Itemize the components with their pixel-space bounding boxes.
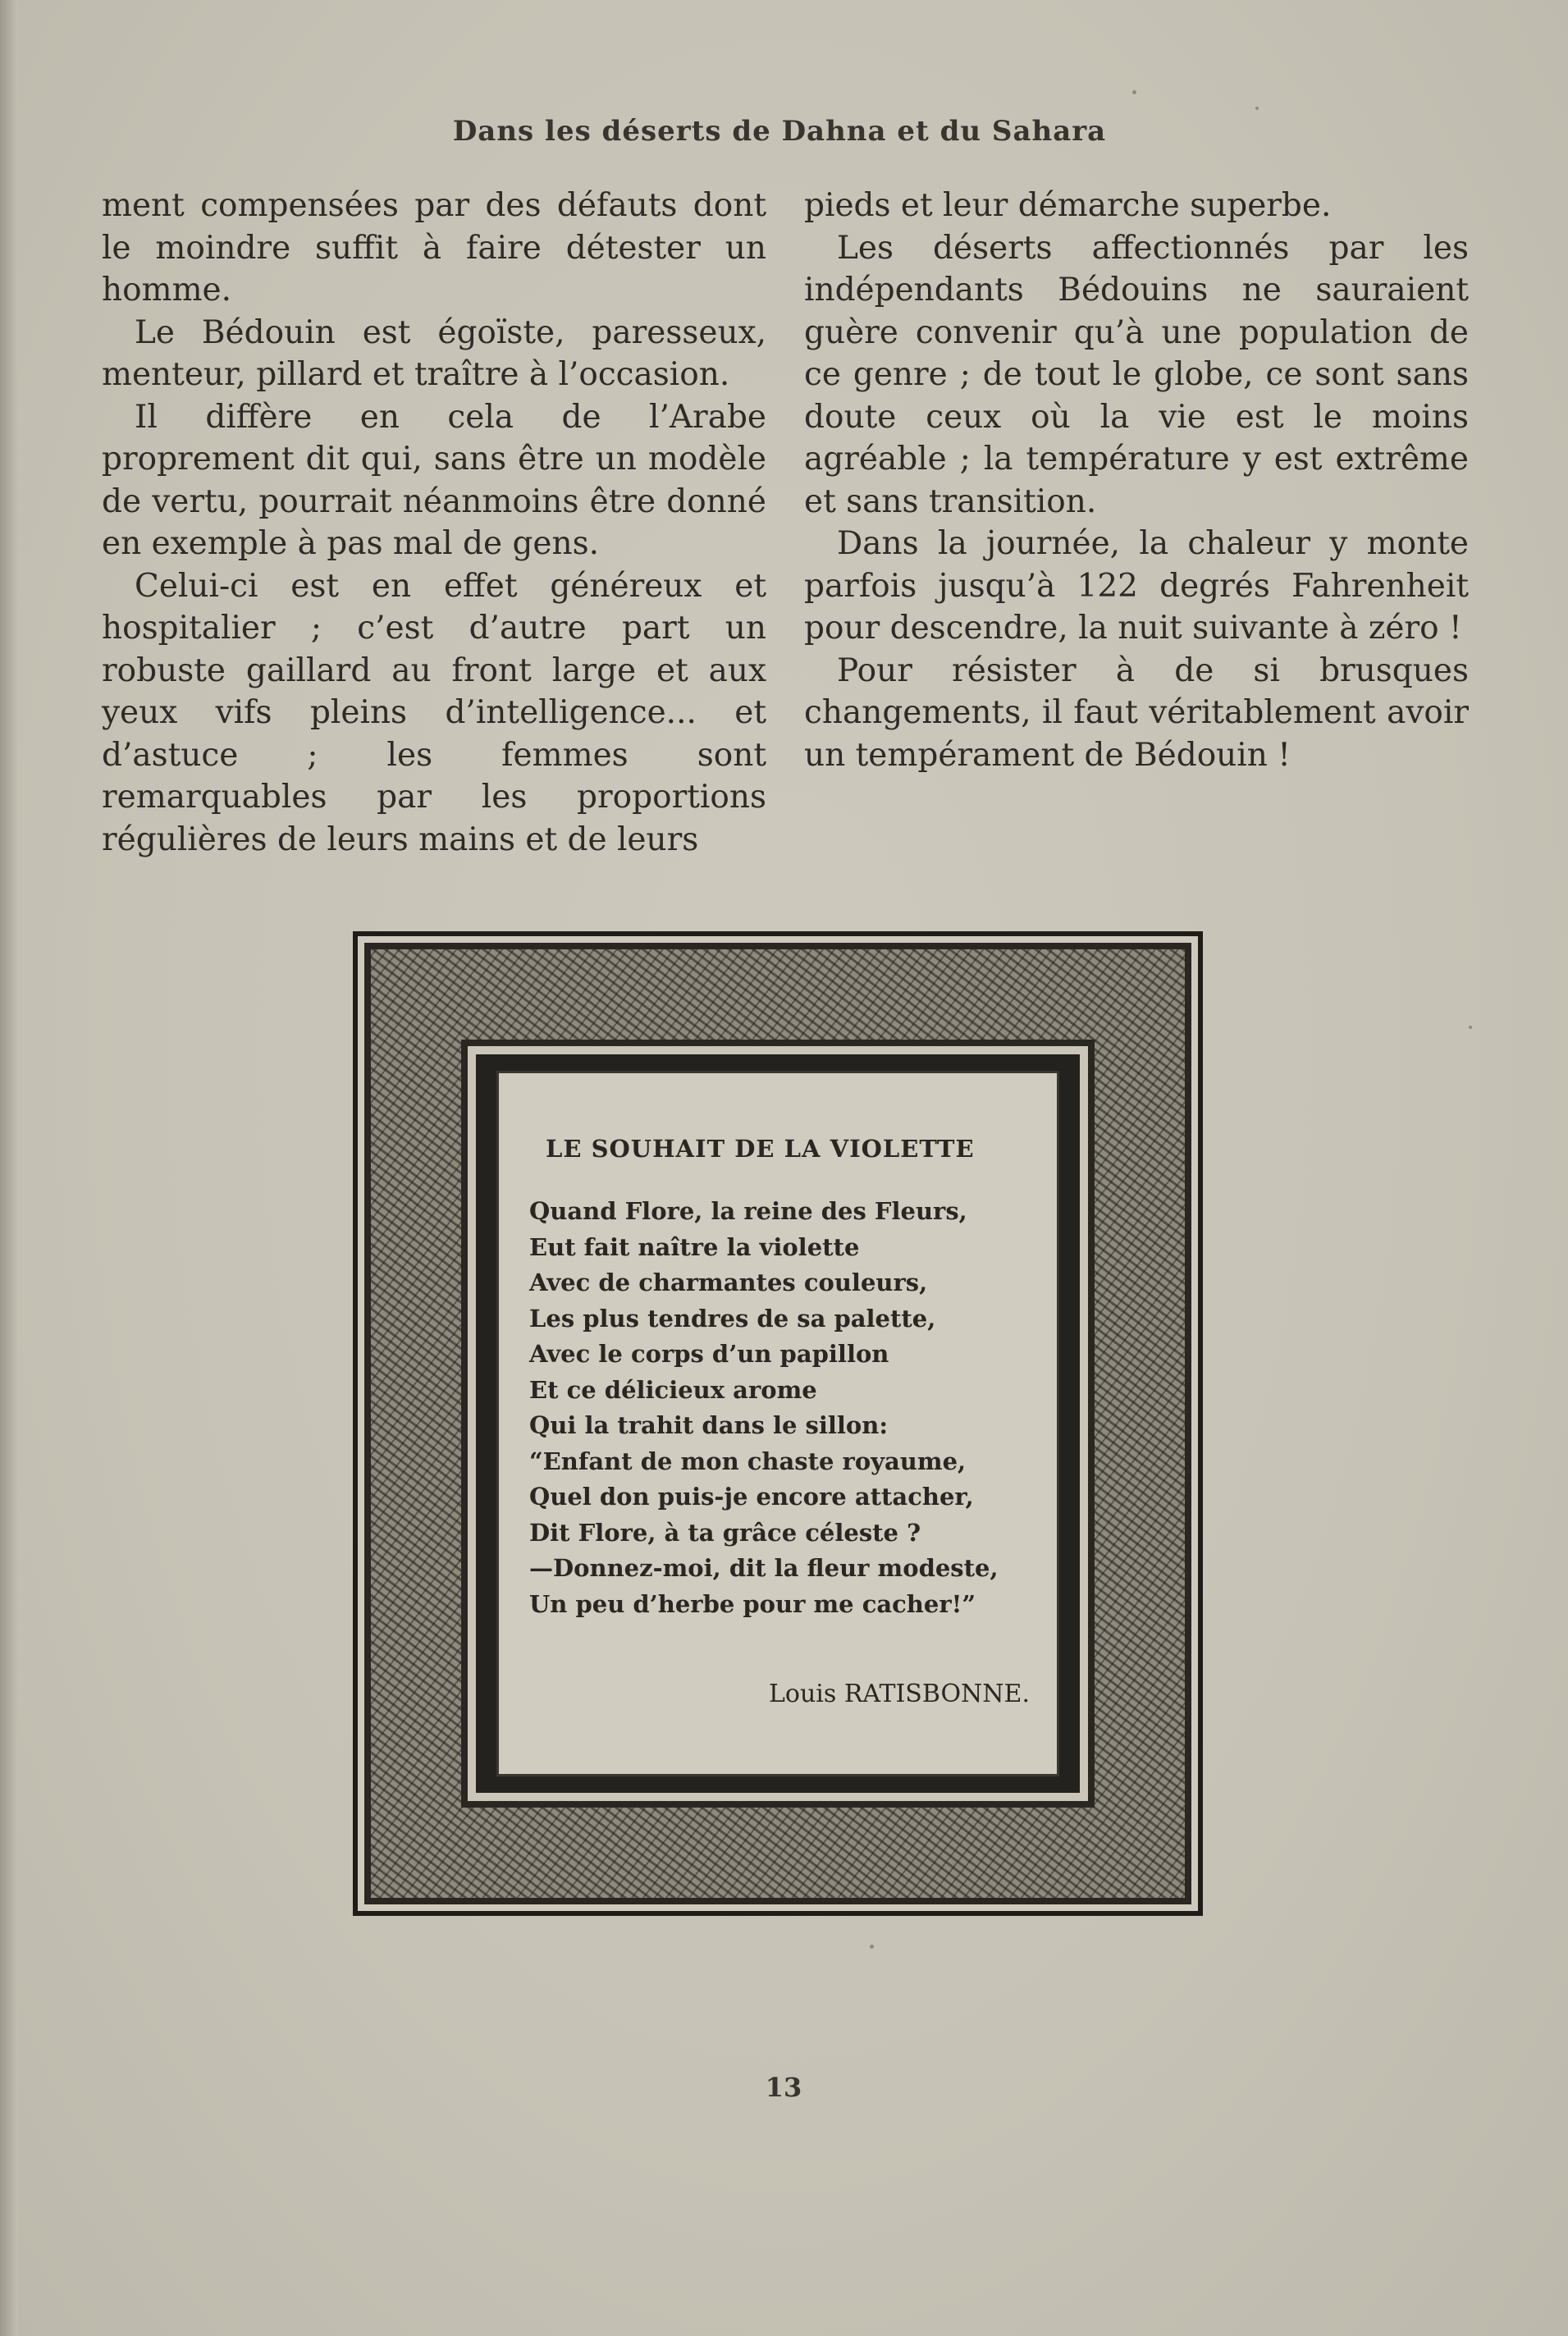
poem-body xyxy=(529,1194,1054,1622)
poem-panel xyxy=(496,1071,1059,1776)
poem-line: Quel don puis-je encore attacher, xyxy=(529,1483,974,1511)
paper-speck xyxy=(870,1945,874,1949)
page-edge xyxy=(0,0,18,2336)
left-column xyxy=(102,185,766,861)
poem-line: Avec de charmantes couleurs, xyxy=(529,1269,928,1296)
poem-line: “Enfant de mon chaste royaume, xyxy=(529,1447,967,1475)
poem-line: Un peu d’herbe pour me cacher!” xyxy=(529,1589,976,1618)
paper-speck xyxy=(1469,1026,1472,1029)
paper-speck xyxy=(1132,90,1136,94)
paragraph: Pour résister à de si brusques changements, il faut véritablement avoir un tempérament de Bédouin ! xyxy=(804,651,1469,774)
ornate-picture-frame xyxy=(353,931,1203,1916)
poem-line: Quand Flore, la reine des Fleurs, xyxy=(529,1197,967,1225)
poem-author: Louis RATISBONNE. xyxy=(769,1680,1030,1708)
poem-line: Les plus tendres de sa palette, xyxy=(529,1304,936,1333)
right-column xyxy=(804,185,1469,776)
paper-speck xyxy=(1255,107,1259,110)
running-head: Dans les déserts de Dahna et du Sahara xyxy=(452,115,1107,148)
poem-line: Eut fait naître la violette xyxy=(529,1232,860,1261)
poem-line: Et ce délicieux arome xyxy=(529,1375,817,1404)
poem-title: LE SOUHAIT DE LA VIOLETTE xyxy=(546,1135,975,1163)
poem-line: Avec le corps d’un papillon xyxy=(529,1340,889,1368)
paragraph: Dans la journée, la chaleur y monte parfois jusqu’à 122 degrés Fahrenheit pour descendre, la nuit suivante à zéro ! xyxy=(804,525,1469,647)
paragraph: Il diffère en cela de l’Arabe proprement dit qui, sans être un modèle de vertu, pourrait néanmoins être donné en exemple à pas mal de gens. xyxy=(102,398,766,562)
poem-line: —Donnez-moi, dit la fleur modeste, xyxy=(529,1554,999,1582)
paragraph: Celui-ci est en effet généreux et hospitalier ; c’est d’autre part un robuste gaillard au front large et aux yeux vifs pleins d’intelligence... et d’astuce ; les femmes sont remarquables par les proportions régulières de leurs mains et de leurs xyxy=(102,567,766,858)
paragraph: Les déserts affectionnés par les indépendants Bédouins ne sauraient guère convenir qu’à une population de ce genre ; de tout le globe, ce sont sans doute ceux où la vie est le moins agréable ; la température y est extrême et sans transition. xyxy=(804,229,1469,520)
paragraph: Le Bédouin est égoïste, paresseux, menteur, pillard et traître à l’occasion. xyxy=(102,313,766,393)
poem-line: Qui la trahit dans le sillon: xyxy=(529,1411,889,1439)
page-number: 13 xyxy=(765,2072,802,2103)
paragraph: pieds et leur démarche superbe. xyxy=(804,187,1332,224)
poem-line: Dit Flore, à ta grâce céleste ? xyxy=(529,1518,921,1547)
paragraph: ment compensées par des défauts dont le moindre suffit à faire détester un homme. xyxy=(102,187,766,309)
